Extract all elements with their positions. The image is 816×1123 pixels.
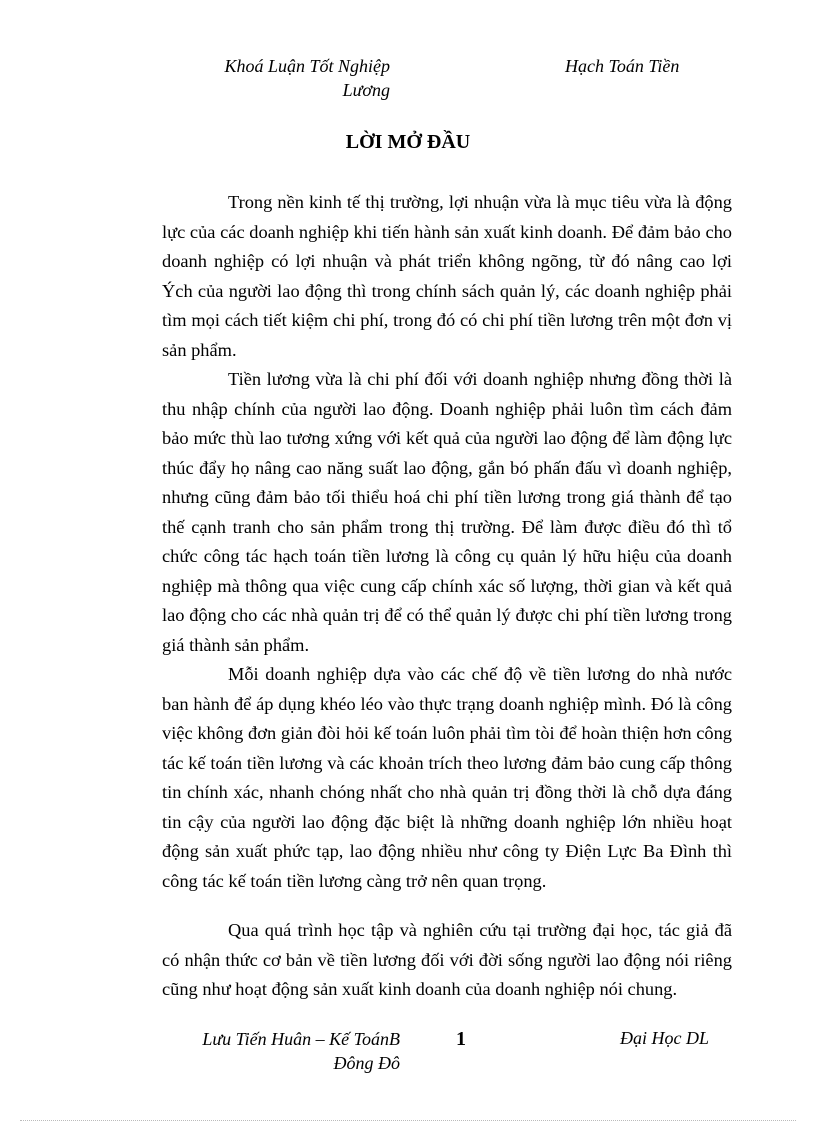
footer-left xyxy=(150,1027,400,1075)
footer-right: Đại Học DL xyxy=(620,1028,709,1048)
paragraph: Mỗi doanh nghiệp dựa vào các chế độ về tiền lương do nhà nước ban hành để áp dụng khéo léo vào thực trạng doanh nghiệp mình. Đó là công việc không đơn giản đòi hỏi kế toán luôn phải tìm tòi để hoàn thiện hơn công tác kế toán tiền lương và các khoản trích theo lương đảm bảo cung cấp thông tin chính xác, nhanh chóng nhất cho nhà quản trị đồng thời là chỗ dựa đáng tin cậy của người lao động đặc biệt là những doanh nghiệp lớn nhiều hoạt động sản xuất phức tạp, lao động nhiều như công ty Điện Lực Ba Đình thì công tác kế toán tiền lương càng trở nên quan trọng. xyxy=(162,664,732,891)
body-text xyxy=(162,188,732,1005)
header-left-line2: Lương xyxy=(342,80,390,100)
footer-left-line2: Đông Đô xyxy=(333,1053,400,1073)
paragraph: Trong nền kinh tế thị trường, lợi nhuận vừa là mục tiêu vừa là động lực của các doanh nghiệp khi tiến hành sản xuất kinh doanh. Để đảm bảo cho doanh nghiệp có lợi nhuận và phát triển không ngõng, từ đó nâng cao lợi Ých của người lao động thì trong chính sách quản lý, các doanh nghiệp phải tìm mọi cách tiết kiệm chi phí, trong đó có chi phí tiền lương trên một đơn vị sản phẩm. xyxy=(162,192,732,360)
page-title: LỜI MỞ ĐẦU xyxy=(345,131,471,153)
header-right: Hạch Toán Tiền xyxy=(565,56,680,76)
header-left xyxy=(150,54,390,102)
footer-left-line1: Lưu Tiến Huân – Kế ToánB xyxy=(202,1029,400,1049)
page-number: 1 xyxy=(456,1028,466,1050)
paragraph: Tiền lương vừa là chi phí đối với doanh nghiệp nhưng đồng thời là thu nhập chính của người lao động. Doanh nghiệp phải luôn tìm cách đảm bảo mức thù lao tương xứng với kết quả của người lao động để làm động lực thúc đẩy họ nâng cao năng suất lao động, gắn bó phấn đấu vì doanh nghiệp, nhưng cũng đảm bảo tối thiểu hoá chi phí tiền lương trong giá thành để tạo thế cạnh tranh cho sản phẩm trong thị trường. Để làm được điều đó thì tổ chức công tác hạch toán tiền lương là công cụ quản lý hữu hiệu của doanh nghiệp mà thông qua việc cung cấp chính xác số lượng, thời gian và kết quả lao động cho các nhà quản trị để có thể quản lý được chi phí tiền lương trong giá thành sản phẩm. xyxy=(162,369,732,655)
paragraph: Qua quá trình học tập và nghiên cứu tại trường đại học, tác giả đã có nhận thức cơ bản về tiền lương đối với đời sống người lao động nói riêng cũng như hoạt động sản xuất kinh doanh của doanh nghiệp nói chung. xyxy=(162,920,732,999)
header-left-line1: Khoá Luận Tốt Nghiệp xyxy=(224,56,390,76)
page-bottom-divider xyxy=(20,1120,796,1121)
